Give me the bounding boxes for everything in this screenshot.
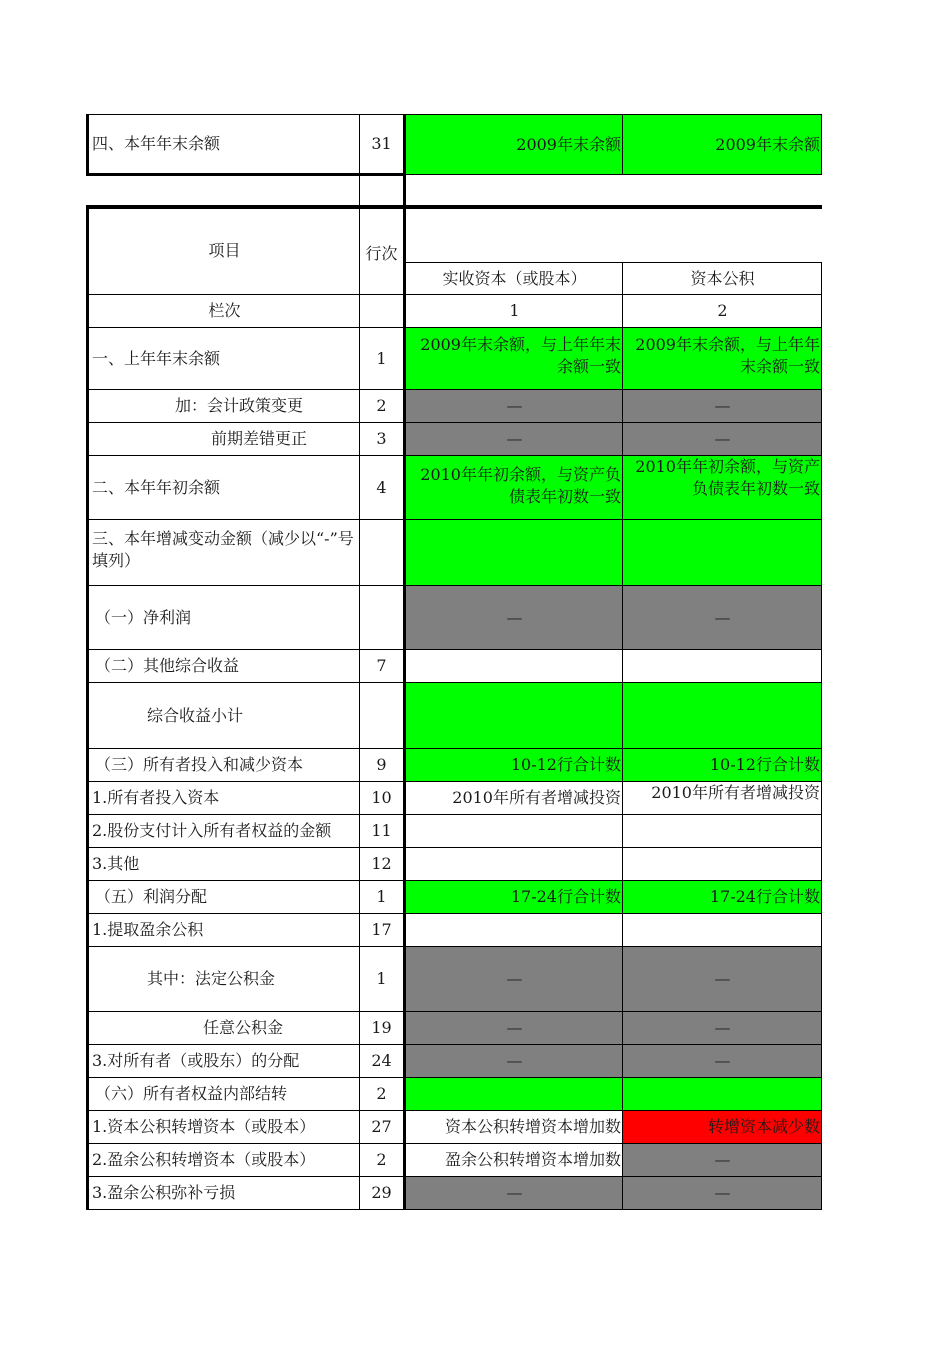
- table-row-column-index: [88, 295, 822, 328]
- cell-col2[interactable]: —: [623, 390, 822, 423]
- cell-col2[interactable]: [623, 650, 822, 683]
- cell-col1[interactable]: [405, 683, 623, 749]
- cell-item[interactable]: 任意公积金: [88, 1012, 360, 1045]
- cell-col2[interactable]: —: [623, 1144, 822, 1177]
- cell-item[interactable]: 四、本年年末余额: [88, 115, 360, 175]
- cell-item[interactable]: 1.所有者投入资本: [88, 782, 360, 815]
- cell-item[interactable]: 三、本年增减变动金额（减少以“-”号填列）: [88, 520, 360, 586]
- cell-col1[interactable]: 2010年所有者增减投资: [405, 782, 623, 815]
- table-row: [88, 390, 822, 423]
- cell-col1[interactable]: [405, 914, 623, 947]
- table-row: [88, 1012, 822, 1045]
- cell-row-number[interactable]: 29: [360, 1177, 405, 1210]
- cell-item[interactable]: 其中：法定公积金: [88, 947, 360, 1012]
- cell-col2[interactable]: —: [623, 1012, 822, 1045]
- table-row: [88, 881, 822, 914]
- table-row: [88, 423, 822, 456]
- header-group: [405, 207, 822, 263]
- cell-col1[interactable]: 盈余公积转增资本增加数: [405, 1144, 623, 1177]
- cell-col2: 2: [623, 295, 822, 328]
- cell-col2[interactable]: [623, 848, 822, 881]
- cell-row-number[interactable]: 1: [360, 328, 405, 390]
- cell-col1[interactable]: 10-12行合计数: [405, 749, 623, 782]
- cell-col2[interactable]: [623, 520, 822, 586]
- cell-row-number[interactable]: 4: [360, 456, 405, 520]
- table-row: [88, 586, 822, 650]
- cell-col1[interactable]: 2010年年初余额，与资产负债表年初数一致: [405, 456, 623, 520]
- cell-item[interactable]: 前期差错更正: [88, 423, 360, 456]
- cell-item[interactable]: 3.盈余公积弥补亏损: [88, 1177, 360, 1210]
- cell-col1[interactable]: [405, 520, 623, 586]
- cell-col2[interactable]: 转增资本减少数: [623, 1111, 822, 1144]
- cell-col2[interactable]: 2009年末余额，与上年年末余额一致: [623, 328, 822, 390]
- cell-row-number[interactable]: 10: [360, 782, 405, 815]
- cell-col2[interactable]: —: [623, 947, 822, 1012]
- cell-row-number[interactable]: 9: [360, 749, 405, 782]
- cell-blank[interactable]: [405, 175, 822, 207]
- cell-row-number[interactable]: 27: [360, 1111, 405, 1144]
- cell-item[interactable]: （三）所有者投入和减少资本: [88, 749, 360, 782]
- cell-col2[interactable]: 2010年年初余额，与资产负债表年初数一致: [623, 456, 822, 520]
- cell-item[interactable]: （二）其他综合收益: [88, 650, 360, 683]
- cell-row-number[interactable]: 17: [360, 914, 405, 947]
- table-row: [88, 520, 822, 586]
- cell-row-number: [360, 295, 405, 328]
- cell-col1[interactable]: [405, 1078, 623, 1111]
- cell-col1[interactable]: —: [405, 423, 623, 456]
- cell-row-number[interactable]: [360, 586, 405, 650]
- cell-item[interactable]: （一）净利润: [88, 586, 360, 650]
- table-row: [88, 683, 822, 749]
- cell-row-number[interactable]: 2: [360, 1144, 405, 1177]
- table-row: [88, 848, 822, 881]
- cell-col2[interactable]: 10-12行合计数: [623, 749, 822, 782]
- cell-row-number[interactable]: 7: [360, 650, 405, 683]
- cell-row-number[interactable]: [360, 520, 405, 586]
- cell-row-number[interactable]: 1: [360, 947, 405, 1012]
- cell-col2[interactable]: —: [623, 423, 822, 456]
- cell-row-number[interactable]: 19: [360, 1012, 405, 1045]
- cell-item[interactable]: 加：会计政策变更: [88, 390, 360, 423]
- cell-row-number[interactable]: [360, 683, 405, 749]
- cell-item[interactable]: 2.盈余公积转增资本（或股本）: [88, 1144, 360, 1177]
- header-item: 项目: [88, 207, 360, 295]
- cell-col1[interactable]: 2009年末余额，与上年年末余额一致: [405, 328, 623, 390]
- cell-col2[interactable]: 2009年末余额: [623, 115, 822, 175]
- cell-col1[interactable]: —: [405, 586, 623, 650]
- cell-col2[interactable]: —: [623, 1045, 822, 1078]
- cell-col1[interactable]: 17-24行合计数: [405, 881, 623, 914]
- header-row-number: 行次: [360, 207, 405, 295]
- cell-row-number[interactable]: 2: [360, 1078, 405, 1111]
- cell-item[interactable]: 1.资本公积转增资本（或股本）: [88, 1111, 360, 1144]
- cell-col1[interactable]: 2009年末余额: [405, 115, 623, 175]
- table-row: [88, 815, 822, 848]
- cell-col2[interactable]: —: [623, 1177, 822, 1210]
- table-row: [88, 328, 822, 390]
- cell-col2[interactable]: [623, 815, 822, 848]
- cell-col1: 1: [405, 295, 623, 328]
- cell-item[interactable]: （五）利润分配: [88, 881, 360, 914]
- table-row: [88, 947, 822, 1012]
- cell-item[interactable]: 3.其他: [88, 848, 360, 881]
- cell-col2[interactable]: [623, 683, 822, 749]
- table-row: [88, 1111, 822, 1144]
- table-row: [88, 749, 822, 782]
- cell-item[interactable]: 2.股份支付计入所有者权益的金额: [88, 815, 360, 848]
- table-row: [88, 914, 822, 947]
- cell-col2[interactable]: 2010年所有者增减投资: [623, 782, 822, 815]
- table-row-spacer: [88, 175, 822, 207]
- equity-change-sheet: [86, 114, 820, 1210]
- cell-col1[interactable]: —: [405, 1012, 623, 1045]
- cell-item[interactable]: 1.提取盈余公积: [88, 914, 360, 947]
- cell-col1[interactable]: —: [405, 947, 623, 1012]
- cell-row-number[interactable]: 3: [360, 423, 405, 456]
- header-col2: 资本公积: [623, 263, 822, 295]
- cell-item[interactable]: 二、本年年初余额: [88, 456, 360, 520]
- cell-item: 栏次: [88, 295, 360, 328]
- cell-col1[interactable]: —: [405, 1045, 623, 1078]
- cell-col2[interactable]: [623, 914, 822, 947]
- cell-item[interactable]: 一、上年年末余额: [88, 328, 360, 390]
- cell-row-number[interactable]: 12: [360, 848, 405, 881]
- table-row: [88, 650, 822, 683]
- cell-col2[interactable]: [623, 1078, 822, 1111]
- cell-col1[interactable]: [405, 848, 623, 881]
- cell-item[interactable]: （六）所有者权益内部结转: [88, 1078, 360, 1111]
- equity-change-table: [86, 114, 822, 1210]
- cell-col1[interactable]: [405, 650, 623, 683]
- table-header-row-1: [88, 207, 822, 263]
- cell-row-number[interactable]: 24: [360, 1045, 405, 1078]
- table-row: [88, 782, 822, 815]
- table-row: [88, 456, 822, 520]
- cell-row-number[interactable]: 11: [360, 815, 405, 848]
- cell-col1[interactable]: 资本公积转增资本增加数: [405, 1111, 623, 1144]
- cell-col2[interactable]: 17-24行合计数: [623, 881, 822, 914]
- cell-col1[interactable]: —: [405, 1177, 623, 1210]
- cell-item[interactable]: 综合收益小计: [88, 683, 360, 749]
- cell-item[interactable]: 3.对所有者（或股东）的分配: [88, 1045, 360, 1078]
- cell-col1[interactable]: [405, 815, 623, 848]
- table-row: [88, 1177, 822, 1210]
- table-row-year-end-balance: [88, 115, 822, 175]
- cell-row-number[interactable]: 31: [360, 115, 405, 175]
- table-row: [88, 1045, 822, 1078]
- cell-col2[interactable]: —: [623, 586, 822, 650]
- header-col1: 实收资本（或股本）: [405, 263, 623, 295]
- table-row: [88, 1078, 822, 1111]
- cell-col1[interactable]: —: [405, 390, 623, 423]
- cell-row-number[interactable]: 1: [360, 881, 405, 914]
- cell-row-number[interactable]: 2: [360, 390, 405, 423]
- cell-blank[interactable]: [360, 175, 405, 207]
- cell-blank[interactable]: [88, 175, 360, 207]
- table-row: [88, 1144, 822, 1177]
